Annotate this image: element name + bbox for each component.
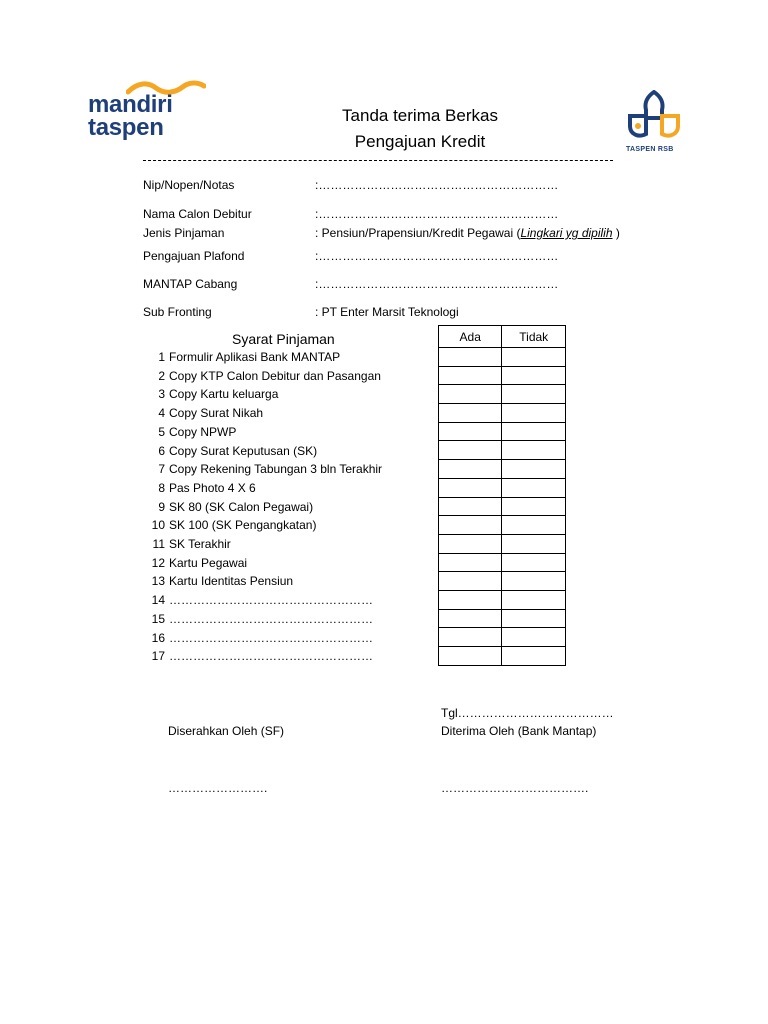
item-text: Copy Surat Nikah [169,406,264,421]
checkbox-cell-tidak[interactable] [502,628,566,647]
label-fronting: Sub Fronting [143,305,212,319]
item-text: SK 80 (SK Calon Pegawai) [169,499,314,514]
checkbox-cell-ada[interactable] [439,609,502,628]
checkbox-cell-tidak[interactable] [502,404,566,423]
item-text: Kartu Identitas Pensiun [169,574,294,589]
value-nama: :…………………………………………………… [315,207,559,221]
checkbox-cell-ada[interactable] [439,460,502,479]
item-number: 8 [158,480,165,495]
checkbox-cell-ada[interactable] [439,422,502,441]
syarat-item [143,629,373,647]
logo-text-taspen: taspen [88,114,164,141]
table-row [439,441,566,460]
item-number: 7 [158,462,165,477]
item-number: 10 [151,518,165,533]
syarat-item [143,572,293,590]
taspen-rsb-logo [624,90,688,158]
syarat-item [143,591,373,609]
table-row [439,609,566,628]
diserahkan-label: Diserahkan Oleh (SF) [168,724,285,738]
value-fronting: : PT Enter Marsit Teknologi [315,305,459,319]
checkbox-cell-ada[interactable] [439,590,502,609]
checkbox-cell-tidak[interactable] [502,497,566,516]
label-cabang: MANTAP Cabang [143,277,238,291]
checkbox-cell-tidak[interactable] [502,647,566,666]
checkbox-cell-tidak[interactable] [502,366,566,385]
syarat-item [143,404,263,422]
item-text: SK 100 (SK Pengangkatan) [169,518,317,533]
table-row [439,647,566,666]
checkbox-cell-tidak[interactable] [502,590,566,609]
checkbox-cell-tidak[interactable] [502,422,566,441]
taspen-emblem-icon [624,90,684,144]
item-number: 6 [158,443,165,458]
document-title-line2: Pengajuan Kredit [354,132,486,151]
checkbox-cell-ada[interactable] [439,516,502,535]
jenis-options: : Pensiun/Prapensiun/Kredit Pegawai ( [315,226,521,240]
checkbox-cell-ada[interactable] [439,628,502,647]
value-plafond: :…………………………………………………… [315,249,559,263]
checkbox-cell-ada[interactable] [439,441,502,460]
column-header-ada: Ada [439,326,502,348]
item-text: Pas Photo 4 X 6 [169,480,256,495]
syarat-item [143,647,373,665]
table-row [439,572,566,591]
checkbox-cell-ada[interactable] [439,366,502,385]
item-number: 3 [158,387,165,402]
checkbox-cell-tidak[interactable] [502,516,566,535]
table-row [439,422,566,441]
diterima-signature-line: ………………………………. [441,781,589,795]
table-row [439,366,566,385]
table-row [439,628,566,647]
column-header-tidak: Tidak [502,326,566,348]
checkbox-cell-ada[interactable] [439,385,502,404]
checkbox-cell-ada[interactable] [439,647,502,666]
item-text: Kartu Pegawai [169,555,248,570]
syarat-item [143,479,256,497]
syarat-item [143,442,317,460]
item-number: 9 [158,499,165,514]
table-row [439,404,566,423]
syarat-item [143,367,381,385]
item-text: Copy Rekening Tabungan 3 bln Terakhir [169,462,383,477]
item-text: Copy NPWP [169,424,237,439]
table-row [439,534,566,553]
item-text: Formulir Aplikasi Bank MANTAP [169,350,341,364]
item-text: …………………………………………… [169,649,373,664]
label-jenis: Jenis Pinjaman [143,226,225,240]
syarat-item [143,498,313,516]
item-number: 17 [151,649,165,664]
syarat-item [143,460,382,478]
table-row [439,516,566,535]
diterima-label: Diterima Oleh (Bank Mantap) [441,724,597,738]
checkbox-cell-tidak[interactable] [502,609,566,628]
checkbox-cell-tidak[interactable] [502,478,566,497]
checkbox-cell-ada[interactable] [439,572,502,591]
item-number: 12 [151,555,165,570]
checkbox-cell-tidak[interactable] [502,572,566,591]
diserahkan-signature-line: ……………………. [168,781,268,795]
item-text: SK Terakhir [169,537,231,551]
syarat-item [143,554,247,572]
checkbox-cell-ada[interactable] [439,404,502,423]
document-title-line1: Tanda terima Berkas [342,106,498,125]
checkbox-cell-tidak[interactable] [502,441,566,460]
item-number: 16 [151,630,165,645]
label-nip: Nip/Nopen/Notas [143,178,235,192]
checkbox-cell-tidak[interactable] [502,460,566,479]
item-number: 4 [158,406,165,421]
table-row [439,460,566,479]
value-nip: :…………………………………………………… [315,178,559,192]
logo-text-mandiri: mandiri [88,91,173,118]
table-row [439,590,566,609]
syarat-item [143,423,236,441]
checkbox-cell-ada[interactable] [439,348,502,367]
table-row [439,553,566,572]
checkbox-cell-ada[interactable] [439,534,502,553]
tgl-field: Tgl………………………………… [441,706,614,720]
item-text: Copy Surat Keputusan (SK) [169,443,318,458]
value-jenis [315,226,620,240]
table-row [439,348,566,367]
item-number: 5 [158,424,165,439]
checkbox-cell-tidak[interactable] [502,534,566,553]
label-plafond: Pengajuan Plafond [143,249,245,263]
syarat-item [143,610,373,628]
item-number: 15 [151,611,165,626]
checklist-table [438,325,566,666]
mandiri-taspen-logo [88,80,208,140]
jenis-suffix: ) [612,226,620,240]
value-cabang: :…………………………………………………… [315,277,559,291]
jenis-note: Lingkari yg dipilih [520,226,613,240]
table-row [439,385,566,404]
syarat-item [143,535,231,553]
checkbox-cell-tidak[interactable] [502,553,566,572]
item-text: …………………………………………… [169,593,373,608]
table-row [439,497,566,516]
syarat-item [143,348,340,366]
checkbox-cell-ada[interactable] [439,497,502,516]
item-number: 11 [152,537,165,551]
syarat-item [143,385,278,403]
syarat-heading: Syarat Pinjaman [232,331,335,347]
item-number: 1 [158,350,165,364]
item-text: …………………………………………… [169,611,373,626]
item-text: …………………………………………… [169,630,373,645]
item-number: 14 [151,593,165,608]
checkbox-cell-ada[interactable] [439,478,502,497]
dashed-divider [143,160,613,170]
item-number: 2 [158,368,165,383]
checkbox-cell-tidak[interactable] [502,348,566,367]
table-row [439,478,566,497]
item-number: 13 [151,574,165,589]
checkbox-cell-ada[interactable] [439,553,502,572]
syarat-item [143,516,316,534]
logo-caption: TASPEN RSB [626,146,674,153]
item-text: Copy Kartu keluarga [169,387,279,402]
item-text: Copy KTP Calon Debitur dan Pasangan [169,368,381,383]
checkbox-cell-tidak[interactable] [502,385,566,404]
label-nama: Nama Calon Debitur [143,207,252,221]
